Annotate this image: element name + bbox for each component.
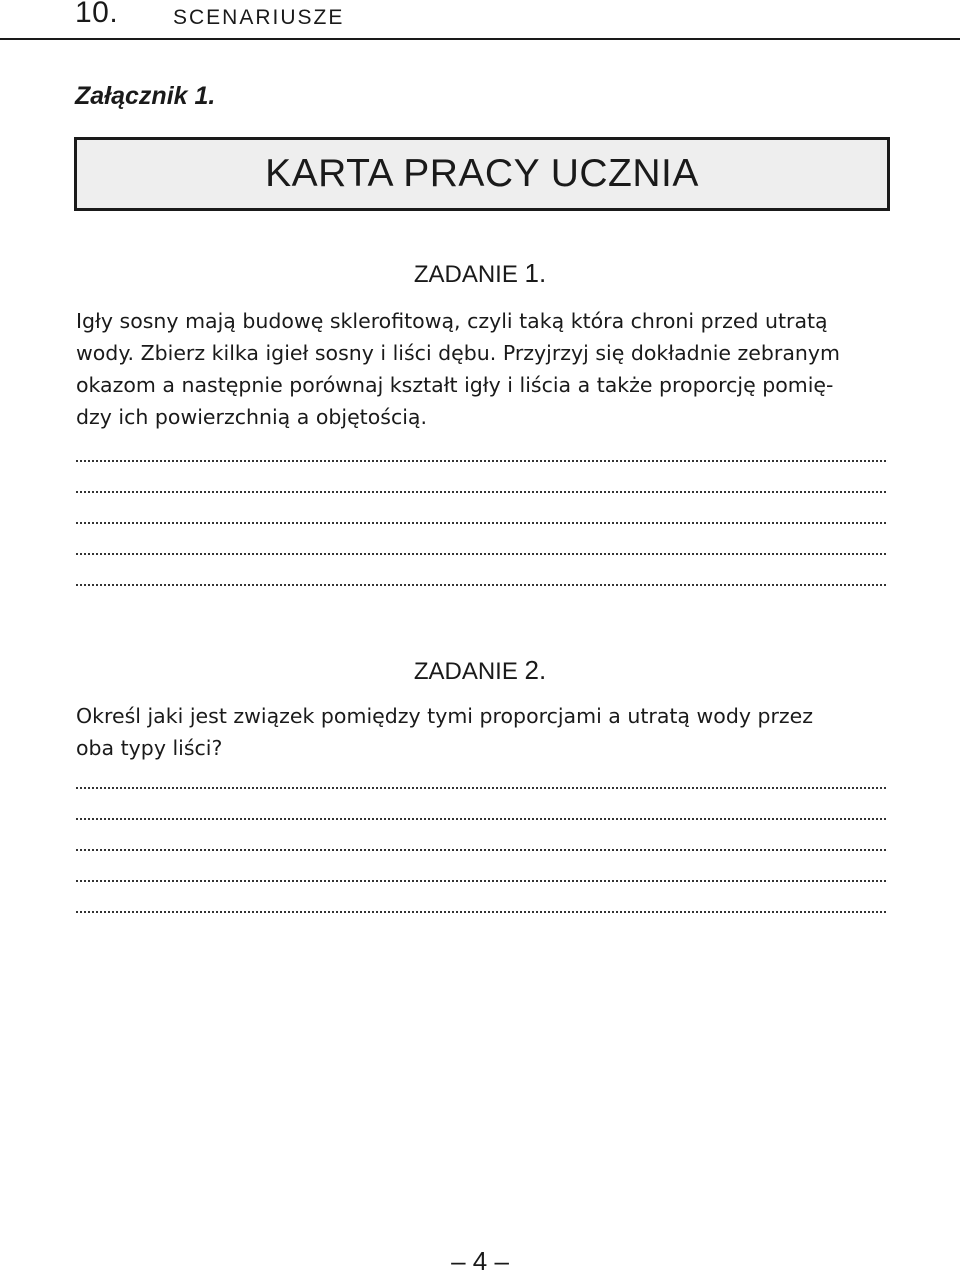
task-1-text	[76, 305, 840, 433]
task-1-heading-word: ZADANIE	[413, 261, 518, 288]
answer-line[interactable]	[76, 479, 886, 493]
answer-line[interactable]	[76, 775, 886, 789]
answer-line[interactable]	[76, 837, 886, 851]
task-1-line: dzy ich powierzchnią a objętością.	[76, 405, 427, 429]
answer-line[interactable]	[76, 806, 886, 820]
answer-line[interactable]	[76, 448, 886, 462]
answer-line[interactable]	[76, 541, 886, 555]
task-2-line: Określ jaki jest związek pomiędzy tymi proporcjami a utratą wody przez	[76, 704, 814, 728]
task-1-line: Igły sosny mają budowę sklerofitową, czyli taką która chroni przed utratą	[76, 309, 828, 333]
answer-line[interactable]	[76, 868, 886, 882]
worksheet-title-box	[74, 137, 890, 211]
worksheet-title: KARTA PRACY UCZNIA	[265, 152, 699, 195]
task-1-line: wody. Zbierz kilka igieł sosny i liści dębu. Przyjrzyj się dokładnie zebranym	[76, 341, 840, 365]
task-1-heading-number: 1.	[524, 258, 547, 288]
task-2-heading-word: ZADANIE	[413, 658, 518, 685]
chapter-title: SCENARIUSZE	[173, 6, 345, 29]
answer-line[interactable]	[76, 510, 886, 524]
task-2-line: oba typy liści?	[76, 736, 223, 760]
task-1-line: okazom a następnie porównaj kształt igły i liścia a także proporcję pomię-	[76, 373, 834, 397]
attachment-label: Załącznik 1.	[75, 82, 216, 110]
task-2-text	[76, 700, 813, 764]
answer-line[interactable]	[76, 572, 886, 586]
page-number: – 4 –	[451, 1246, 509, 1276]
answer-line[interactable]	[76, 899, 886, 913]
chapter-number: 10.	[75, 0, 119, 29]
task-2-heading	[0, 655, 960, 686]
page-header	[0, 0, 960, 40]
task-1-heading	[0, 258, 960, 289]
task-2-heading-number: 2.	[524, 655, 547, 685]
